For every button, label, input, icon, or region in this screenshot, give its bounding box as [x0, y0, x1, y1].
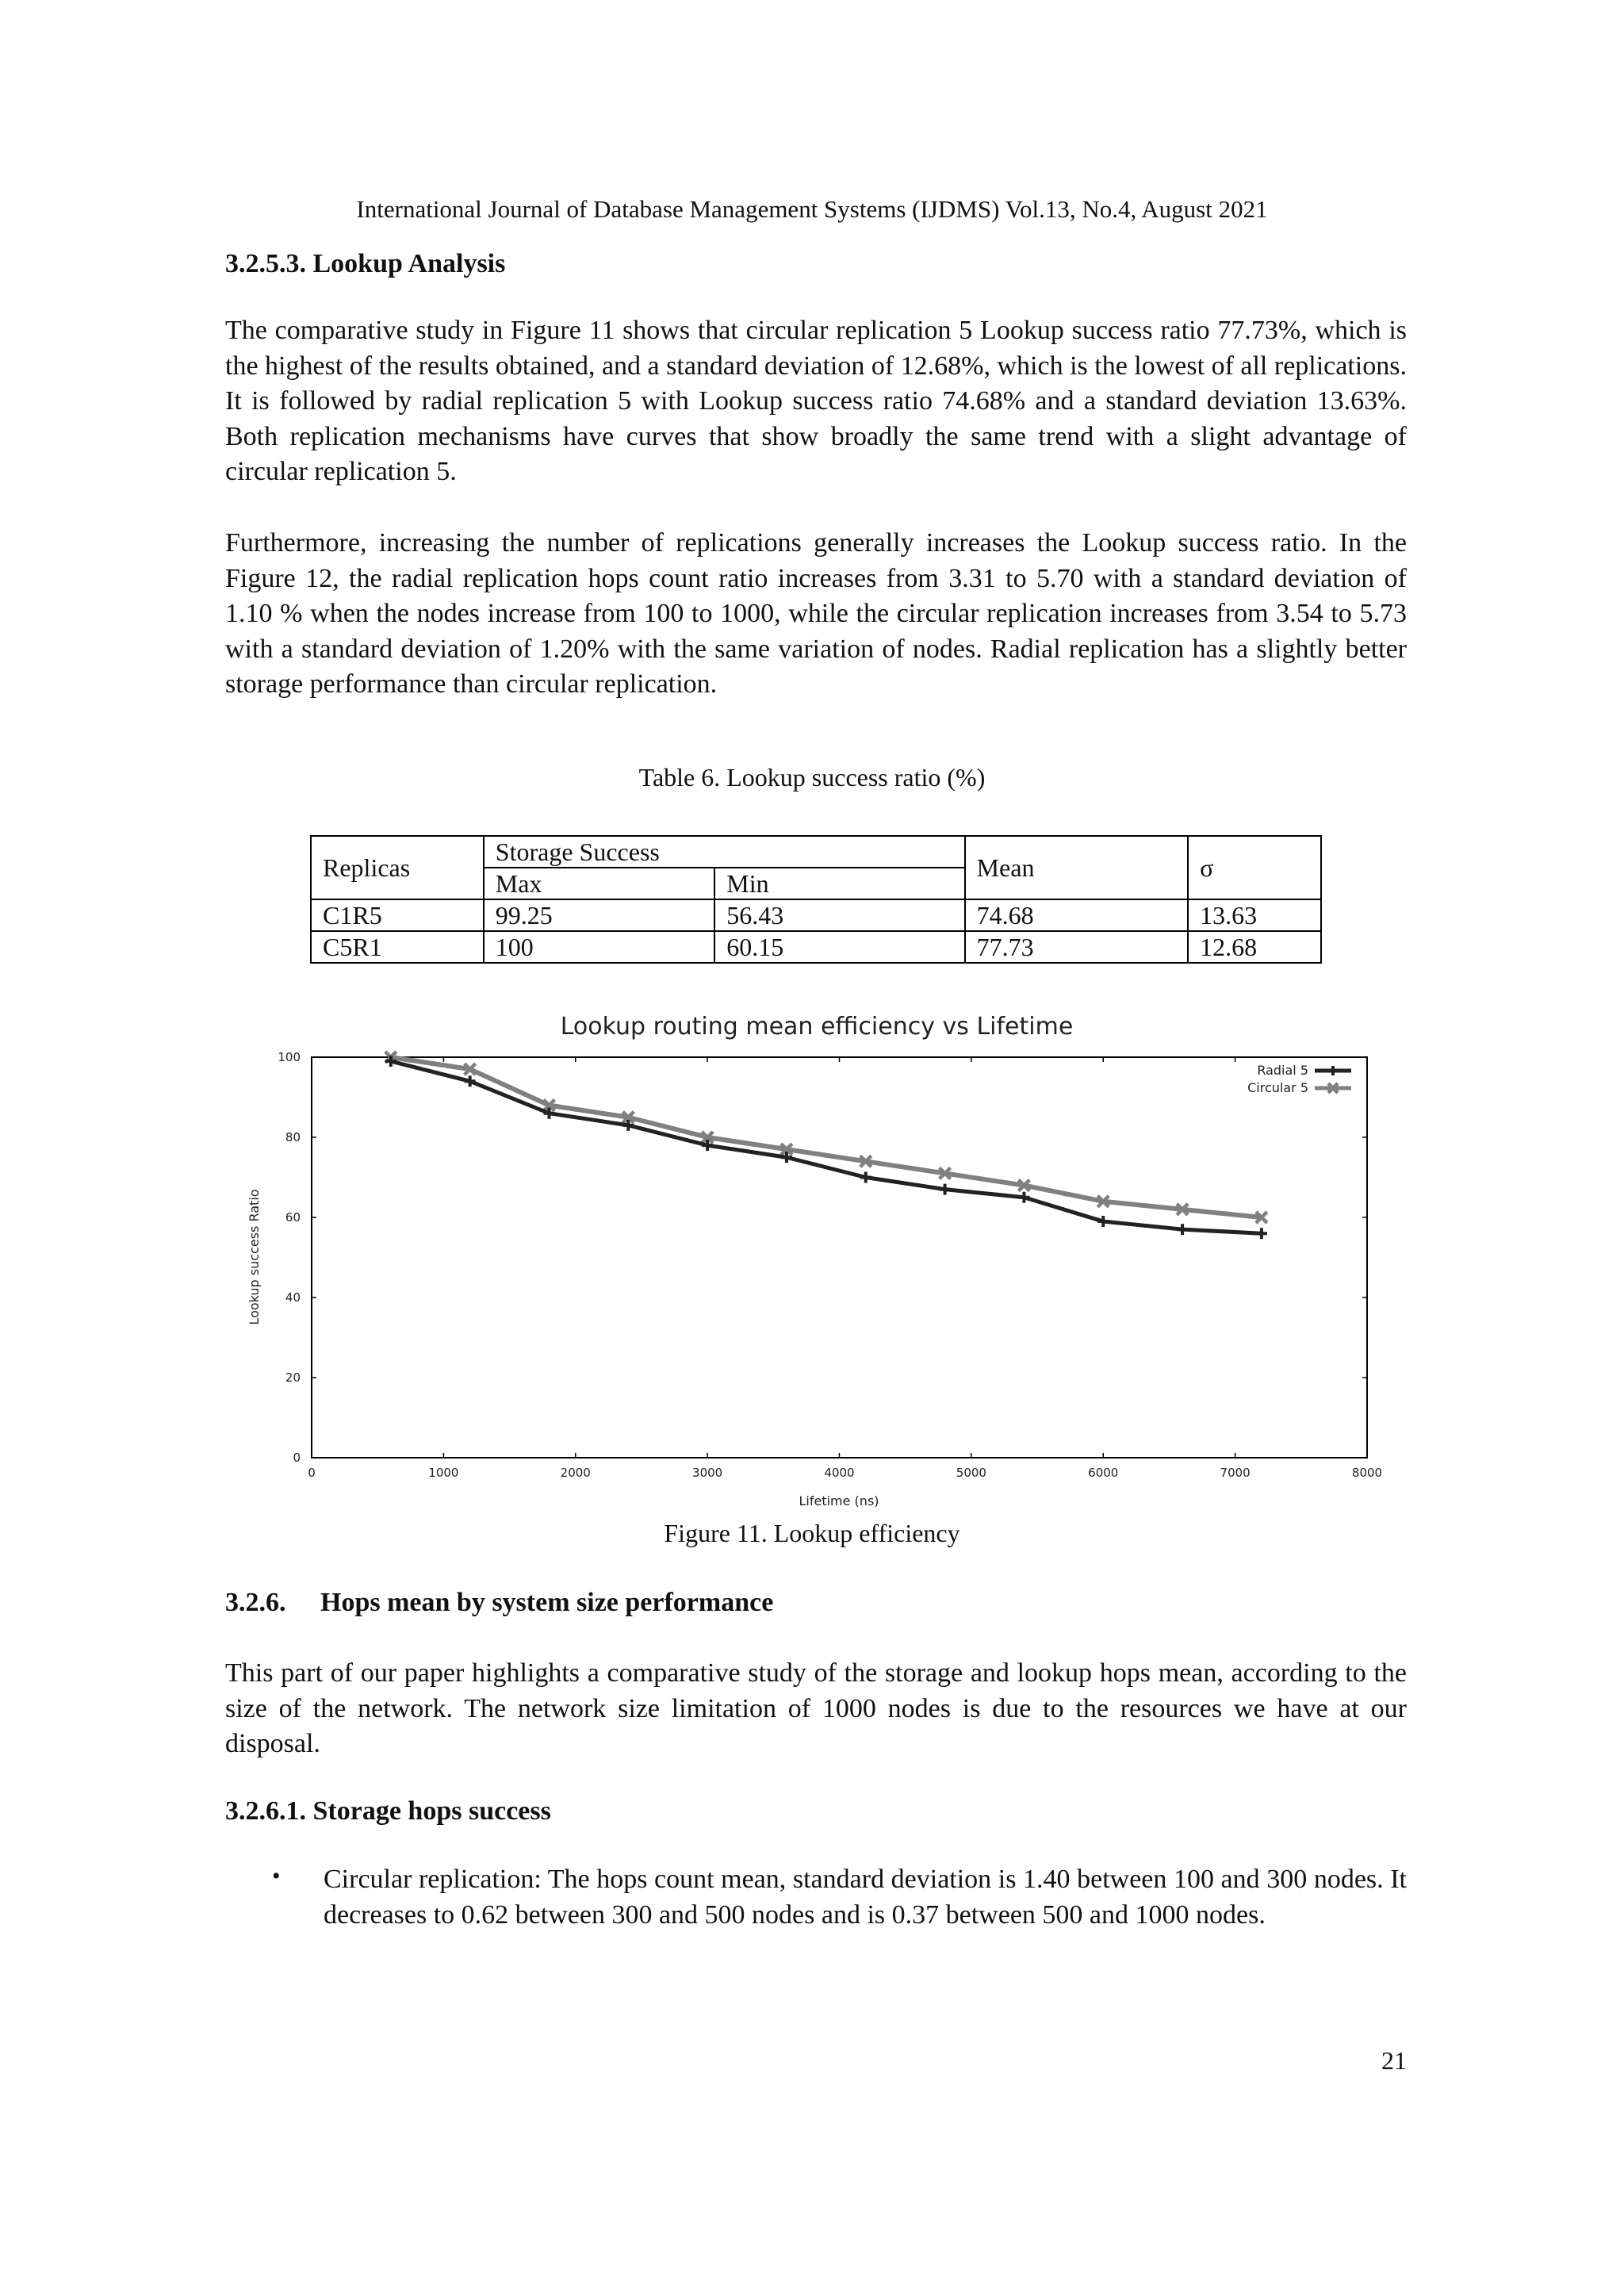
table-row	[311, 899, 1321, 931]
data-point	[860, 1172, 871, 1183]
x-tick-label: 5000	[956, 1466, 986, 1480]
y-tick-label: 80	[285, 1130, 301, 1144]
chart-legend	[1247, 1063, 1351, 1095]
cell-max: 100	[484, 931, 714, 963]
legend-label: Circular 5	[1247, 1080, 1308, 1095]
legend-marker	[1328, 1066, 1338, 1075]
cell-min: 56.43	[714, 899, 964, 931]
section-heading-lookup-analysis: 3.2.5.3. Lookup Analysis	[225, 249, 506, 278]
header-mean: Mean	[965, 836, 1189, 899]
y-tick-label: 100	[278, 1050, 301, 1064]
x-tick-label: 4000	[824, 1466, 855, 1480]
cell-replicas: C1R5	[311, 899, 484, 931]
data-point	[465, 1075, 476, 1087]
section-number-hops: 3.2.6.	[225, 1588, 286, 1617]
data-point	[1097, 1216, 1109, 1227]
series-lines	[385, 1052, 1267, 1239]
paragraph-replication-increase: Furthermore, increasing the number of replications generally increases the Lookup success ratio. In the Figure 12, the radial replication hops count ratio increases from 3.31 to 5.70 with a standard deviation of 1.10 % when the nodes increase from 100 to 1000, while the circular replication increases from 3.54 to 5.73 with a standard deviation of 1.20% with the same variation of nodes. Radial replication has a slightly better storage performance than circular replication.	[225, 528, 1407, 700]
section-heading-hops-mean: Hops mean by system size performance	[320, 1588, 774, 1617]
x-tick-label: 0	[308, 1466, 316, 1480]
paragraph-hops-intro: This part of our paper highlights a comparative study of the storage and lookup hops mean, according to the size of the network. The network size limitation of 1000 nodes is due to the resources we have at our disposal.	[225, 1658, 1407, 1759]
lookup-efficiency-chart	[238, 1001, 1396, 1516]
paragraph-lookup-comparison: The comparative study in Figure 11 shows that circular replication 5 Lookup success ratio 77.73%, which is the highest of the results obtained, and a standard deviation of 12.68%, which is the lowest of all replications. It is followed by radial replication 5 with Lookup success ratio 74.68% and a standard deviation 13.63%. Both replication mechanisms have curves that show broadly the same trend with a slight advantage of circular replication 5.	[225, 316, 1407, 487]
journal-header: International Journal of Database Management Systems (IJDMS) Vol.13, No.4, August 2021	[356, 195, 1268, 223]
data-point	[1177, 1224, 1188, 1235]
figure-caption: Figure 11. Lookup efficiency	[664, 1519, 960, 1547]
table-caption: Table 6. Lookup success ratio (%)	[638, 763, 986, 792]
x-tick-label: 1000	[428, 1466, 459, 1480]
x-tick-label: 6000	[1088, 1466, 1119, 1480]
x-tick-label: 7000	[1220, 1466, 1251, 1480]
series-line-radial-5	[391, 1061, 1262, 1233]
cell-sigma: 12.68	[1188, 931, 1321, 963]
cell-min: 60.15	[714, 931, 964, 963]
y-tick-label: 20	[285, 1370, 301, 1385]
section-heading-storage-hops: 3.2.6.1. Storage hops success	[225, 1796, 551, 1826]
y-tick-label: 40	[285, 1290, 301, 1305]
x-tick-label: 3000	[692, 1466, 723, 1480]
cell-sigma: 13.63	[1188, 899, 1321, 931]
x-tick-label: 8000	[1351, 1466, 1383, 1480]
y-axis-label: Lookup success Ratio	[247, 1189, 262, 1325]
data-point	[1256, 1228, 1267, 1239]
table-header-row	[311, 836, 1321, 868]
table-row	[311, 931, 1321, 963]
bullet-dot: •	[272, 1863, 281, 1889]
plot-frame	[312, 1057, 1367, 1458]
page-number: 21	[1381, 2046, 1407, 2075]
header-max: Max	[484, 868, 714, 899]
lookup-success-table	[310, 835, 1322, 964]
header-replicas: Replicas	[311, 836, 484, 899]
data-point	[940, 1184, 951, 1195]
axis-ticks	[278, 1050, 1382, 1480]
header-min: Min	[714, 868, 964, 899]
data-point	[1018, 1192, 1029, 1203]
bullet-circular-replication: Circular replication: The hops count mean, standard deviation is 1.40 between 100 and 300 nodes. It decreases to 0.62 between 300 and 500 nodes and is 0.37 between 500 and 1000 nodes.	[324, 1865, 1407, 1930]
series-line-circular-5	[391, 1057, 1262, 1217]
header-storage-success: Storage Success	[484, 836, 965, 868]
cell-replicas: C5R1	[311, 931, 484, 963]
header-sigma: σ	[1188, 836, 1321, 899]
cell-mean: 77.73	[965, 931, 1189, 963]
y-tick-label: 0	[293, 1451, 301, 1465]
y-tick-label: 60	[285, 1210, 301, 1225]
x-axis-label: Lifetime (ns)	[799, 1493, 879, 1508]
x-tick-label: 2000	[560, 1466, 591, 1480]
legend-label: Radial 5	[1257, 1063, 1308, 1078]
cell-max: 99.25	[484, 899, 714, 931]
chart-title: Lookup routing mean efficiency vs Lifetime	[560, 1013, 1074, 1041]
cell-mean: 74.68	[965, 899, 1189, 931]
